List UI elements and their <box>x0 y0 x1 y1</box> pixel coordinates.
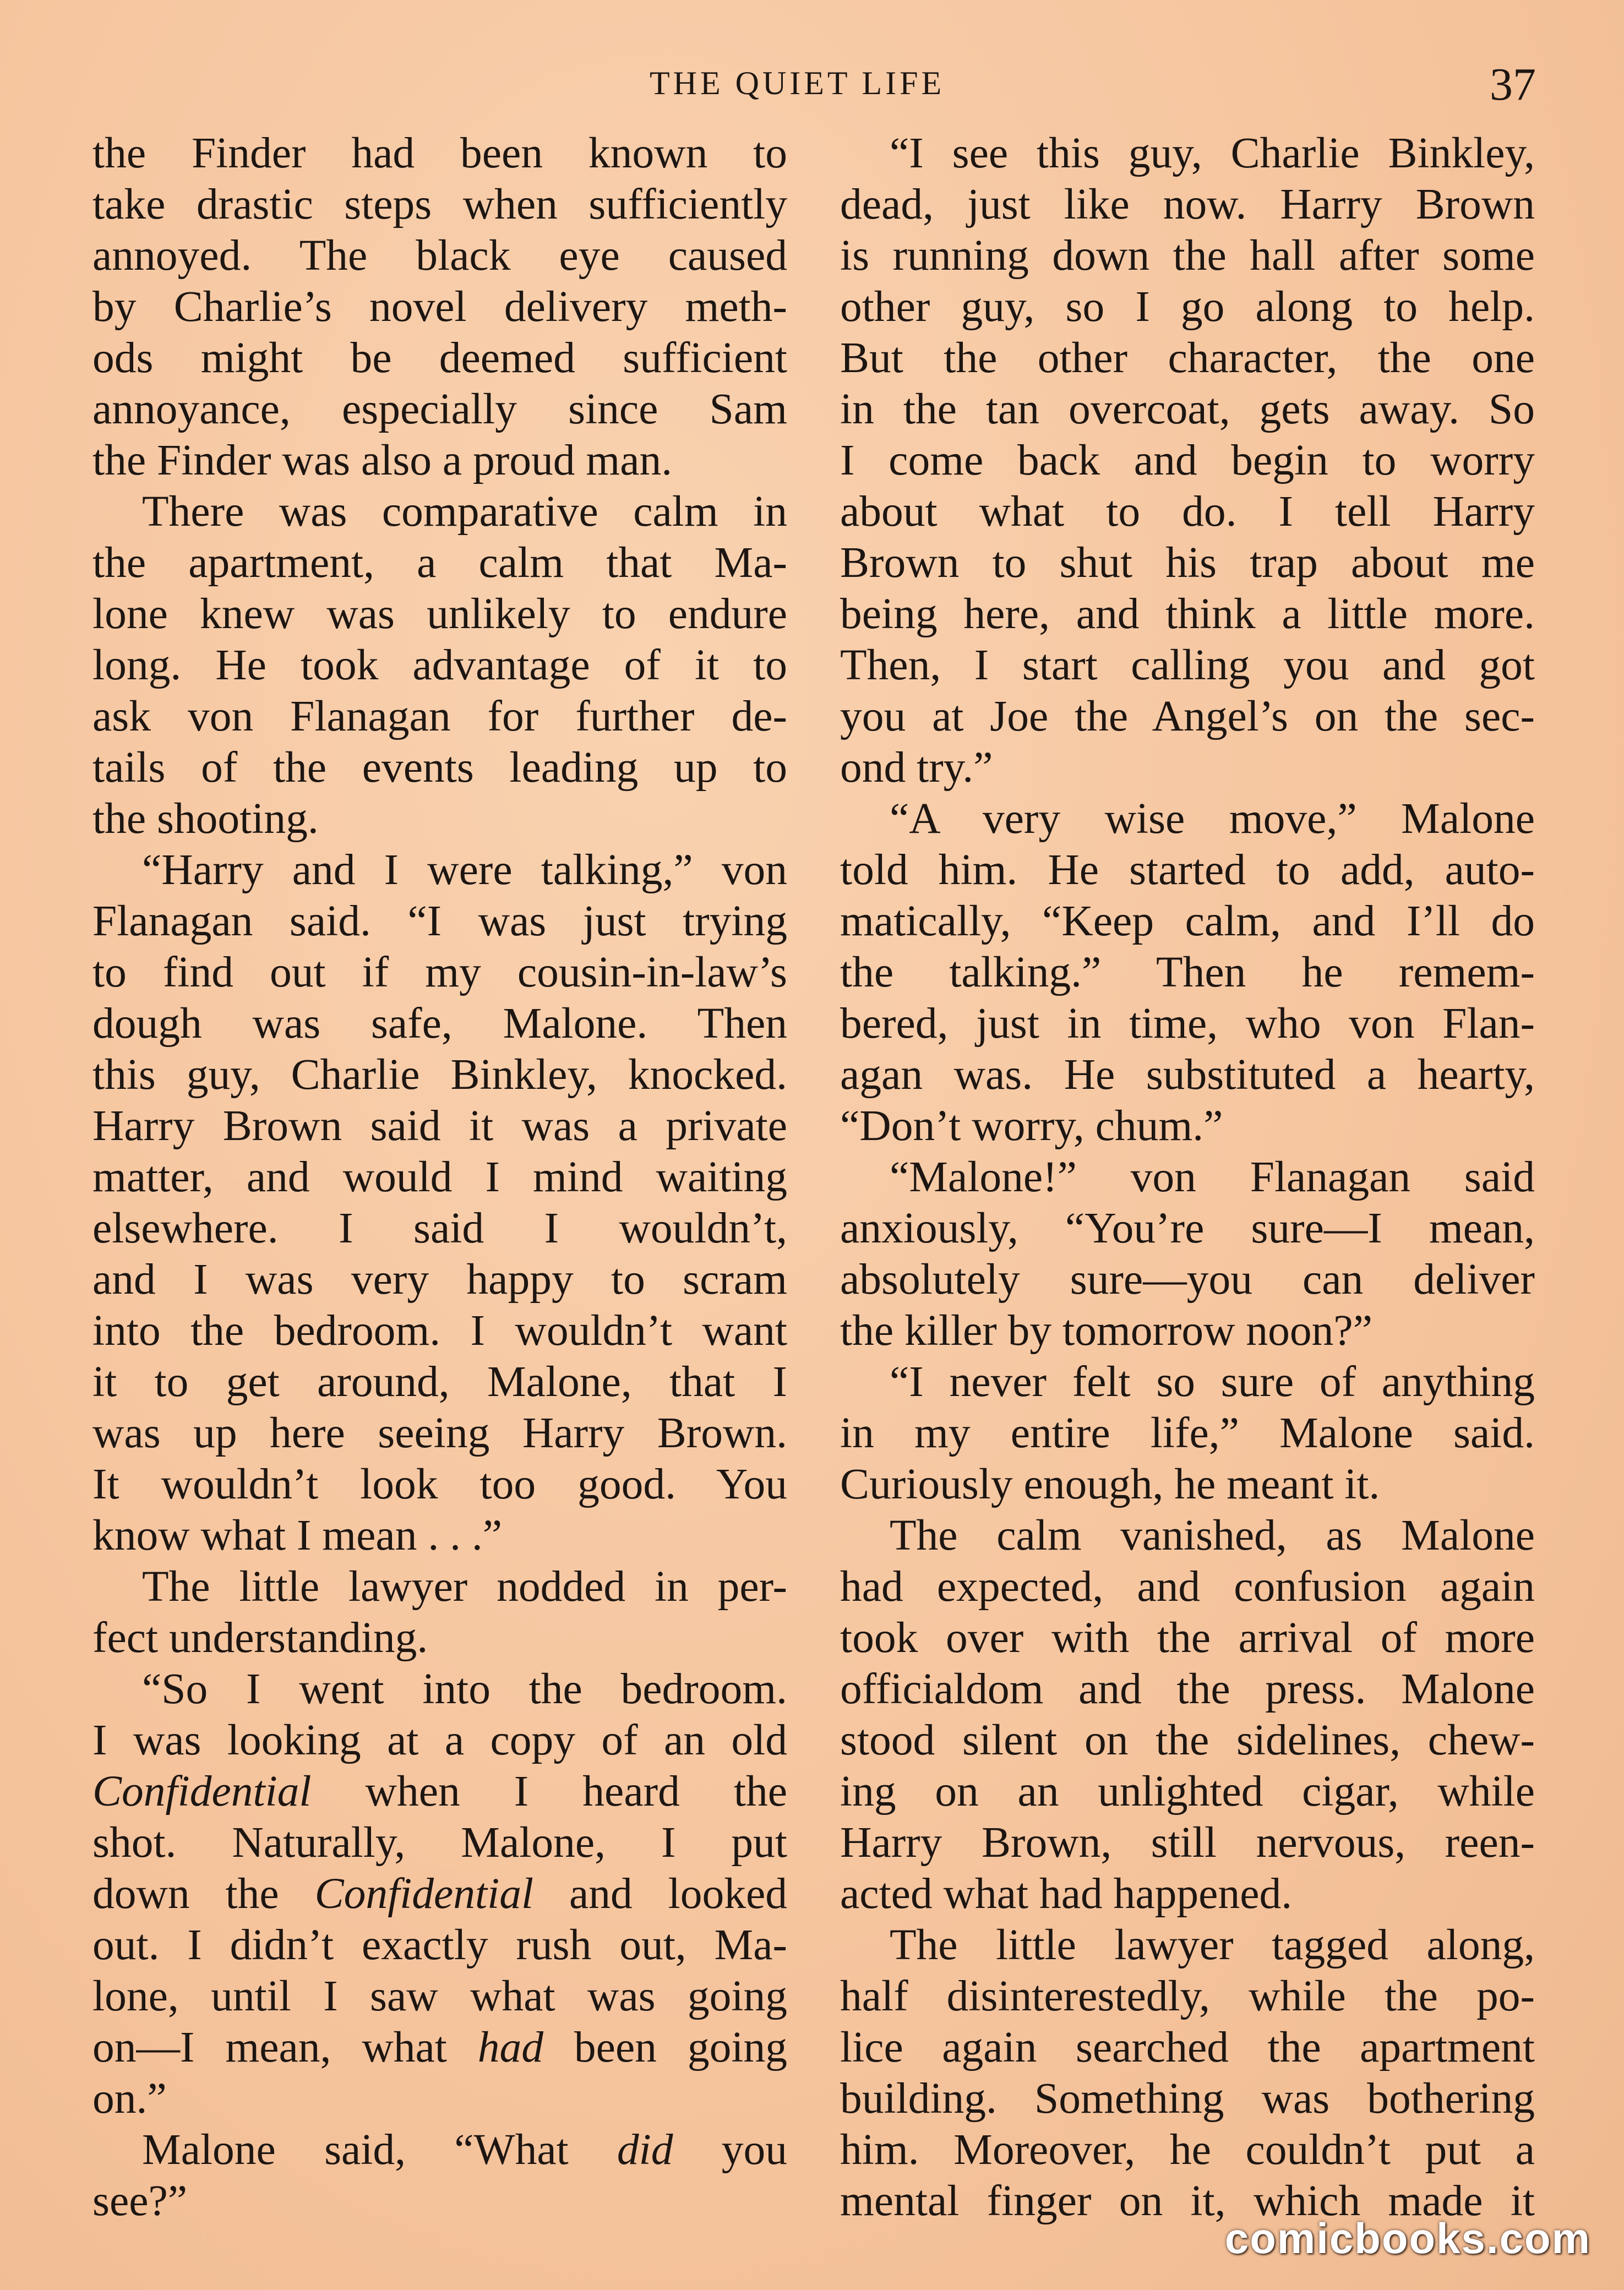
running-title: THE QUIET LIFE <box>650 65 945 101</box>
text-line: the Finder was also a proud man. <box>92 436 673 484</box>
text-line: officialdom and the press. Malone <box>840 1665 1535 1713</box>
text-line: matter, and would I mind waiting <box>92 1153 787 1201</box>
text-line: “I see this guy, Charlie Binkley, <box>890 129 1535 177</box>
text-line: “Malone!” von Flanagan said <box>890 1153 1535 1201</box>
text-line: is running down the hall after some <box>840 231 1535 280</box>
text-line: about what to do. I tell Harry <box>840 487 1535 536</box>
text-line: Curiously enough, he meant it. <box>840 1460 1380 1508</box>
text-line: out. I didn’t exactly rush out, Ma- <box>92 1921 787 1969</box>
italic-text: did <box>617 2125 673 2174</box>
italic-text: Confidential <box>314 1869 534 1918</box>
right-text-column <box>840 128 1535 2227</box>
text-line: this guy, Charlie Binkley, knocked. <box>92 1050 787 1099</box>
text-line: him. Moreover, he couldn’t put a <box>840 2125 1535 2174</box>
text-line <box>92 1766 787 1817</box>
text-line: dead, just like now. Harry Brown <box>840 180 1535 228</box>
left-text-column <box>92 128 787 2227</box>
text-line <box>92 2022 787 2073</box>
text-line: The little lawyer tagged along, <box>890 1921 1535 1969</box>
text-line: lice again searched the apartment <box>840 2023 1535 2071</box>
text-run: been going <box>543 2023 787 2071</box>
text-line: the talking.” Then he remem- <box>840 948 1535 996</box>
text-line: ing on an unlighted cigar, while <box>840 1767 1535 1815</box>
text-line: lone, until I saw what was going <box>92 1972 787 2020</box>
text-line: matically, “Keep calm, and I’ll do <box>840 897 1535 945</box>
text-line: dough was safe, Malone. Then <box>92 999 787 1048</box>
text-line: absolutely sure—you can deliver <box>840 1255 1535 1304</box>
text-line: was up here seeing Harry Brown. <box>92 1409 787 1457</box>
text-line: by Charlie’s novel delivery meth- <box>92 282 787 331</box>
text-line: anxiously, “You’re sure—I mean, <box>840 1204 1535 1252</box>
text-line: the apartment, a calm that Ma- <box>92 538 787 587</box>
text-line: told him. He started to add, auto- <box>840 846 1535 894</box>
text-line: see?” <box>92 2177 188 2225</box>
text-line: Then, I start calling you and got <box>840 641 1535 689</box>
text-line: The little lawyer nodded in per- <box>142 1562 787 1611</box>
text-line: shot. Naturally, Malone, I put <box>92 1818 787 1867</box>
text-line: Harry Brown, still nervous, reen- <box>840 1818 1535 1867</box>
text-line: other guy, so I go along to help. <box>840 282 1535 331</box>
text-line: I come back and begin to worry <box>840 436 1535 484</box>
text-line: it to get around, Malone, that I <box>92 1357 787 1406</box>
text-line: know what I mean . . .” <box>92 1511 502 1560</box>
text-line: ods might be deemed sufficient <box>92 334 787 382</box>
text-line: It wouldn’t look too good. You <box>92 1460 787 1508</box>
text-line: mental finger on it, which made it <box>840 2177 1535 2225</box>
text-line: annoyed. The black eye caused <box>92 231 787 280</box>
text-line: in the tan overcoat, gets away. So <box>840 385 1535 433</box>
text-line: “I never felt so sure of anything <box>890 1357 1535 1406</box>
text-line: half disinterestedly, while the po- <box>840 1972 1535 2020</box>
text-line: on.” <box>92 2074 167 2123</box>
italic-text: had <box>477 2023 544 2071</box>
text-line: “Don’t worry, chum.” <box>840 1102 1223 1150</box>
text-run: Malone said, “What <box>142 2125 617 2174</box>
text-line: being here, and think a little more. <box>840 590 1535 638</box>
text-line: into the bedroom. I wouldn’t want <box>92 1306 787 1355</box>
text-line: “Harry and I were talking,” von <box>142 846 787 894</box>
watermark: comicbooks.com <box>1224 2214 1591 2262</box>
text-line: “So I went into the bedroom. <box>142 1665 787 1713</box>
text-line: the killer by tomorrow noon?” <box>840 1306 1373 1355</box>
text-run: down the <box>92 1869 315 1918</box>
text-line <box>92 2124 787 2176</box>
text-line: annoyance, especially since Sam <box>92 385 787 433</box>
text-line: “A very wise move,” Malone <box>890 794 1535 843</box>
italic-text: Confidential <box>92 1767 312 1815</box>
text-line: you at Joe the Angel’s on the sec- <box>840 692 1535 740</box>
text-run: you <box>673 2125 787 2174</box>
text-line: take drastic steps when sufficiently <box>92 180 787 228</box>
text-run: and looked <box>533 1869 787 1918</box>
text-line: tails of the events leading up to <box>92 743 787 792</box>
text-line: lone knew was unlikely to endure <box>92 590 787 638</box>
text-line: bered, just in time, who von Flan- <box>840 999 1535 1048</box>
text-line: ask von Flanagan for further de- <box>92 692 787 740</box>
text-line: The calm vanished, as Malone <box>890 1511 1535 1560</box>
text-line: ond try.” <box>840 743 993 792</box>
text-line <box>92 1868 787 1920</box>
text-line: to find out if my cousin-in-law’s <box>92 948 787 996</box>
text-line: long. He took advantage of it to <box>92 641 787 689</box>
text-line: elsewhere. I said I wouldn’t, <box>92 1204 787 1252</box>
text-run: on—I mean, what <box>92 2023 478 2071</box>
text-line: in my entire life,” Malone said. <box>840 1409 1535 1457</box>
text-line: the Finder had been known to <box>92 129 787 177</box>
text-line: Flanagan said. “I was just trying <box>92 897 787 945</box>
text-line: fect understanding. <box>92 1613 428 1662</box>
text-line: building. Something was bothering <box>840 2074 1535 2123</box>
text-line: Brown to shut his trap about me <box>840 538 1535 587</box>
text-line: There was comparative calm in <box>142 487 787 536</box>
page-number: 37 <box>1490 59 1536 110</box>
text-line: Harry Brown said it was a private <box>92 1102 787 1150</box>
text-line: the shooting. <box>92 794 319 843</box>
text-run: when I heard the <box>311 1767 787 1815</box>
text-line: had expected, and confusion again <box>840 1562 1535 1611</box>
text-line: took over with the arrival of more <box>840 1613 1535 1662</box>
text-line: and I was very happy to scram <box>92 1255 787 1304</box>
text-line: I was looking at a copy of an old <box>92 1716 787 1764</box>
text-line: acted what had happened. <box>840 1869 1293 1918</box>
text-line: agan was. He substituted a hearty, <box>840 1050 1535 1099</box>
text-line: But the other character, the one <box>840 334 1535 382</box>
page-header <box>0 58 1624 113</box>
text-line: stood silent on the sidelines, chew- <box>840 1716 1535 1764</box>
